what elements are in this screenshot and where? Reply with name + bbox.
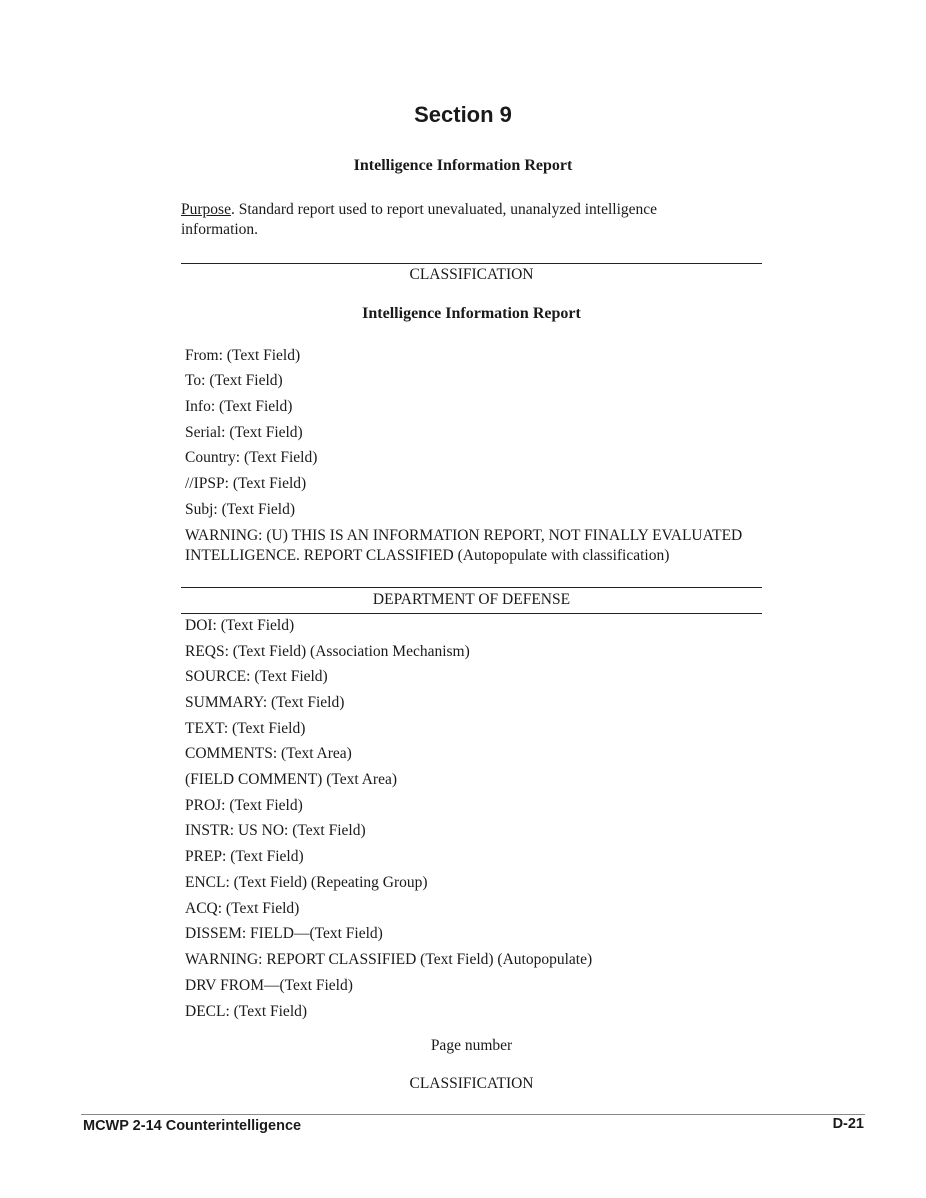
department-rule-top: [181, 587, 762, 588]
classification-top: CLASSIFICATION: [409, 266, 534, 283]
field-comments: COMMENTS: (Text Area): [185, 745, 352, 762]
purpose-paragraph: [181, 200, 721, 240]
field-text: TEXT: (Text Field): [185, 720, 306, 737]
field-decl: DECL: (Text Field): [185, 1003, 308, 1020]
field-country: Country: (Text Field): [185, 449, 318, 466]
field-encl: ENCL: (Text Field) (Repeating Group): [185, 874, 428, 891]
department-label: DEPARTMENT OF DEFENSE: [372, 591, 571, 608]
field-drv-from: DRV FROM—(Text Field): [185, 977, 353, 994]
field-proj: PROJ: (Text Field): [185, 797, 303, 814]
field-field-comment: (FIELD COMMENT) (Text Area): [185, 771, 397, 788]
footer-page-number: D-21: [832, 1116, 864, 1132]
field-subj: Subj: (Text Field): [185, 501, 295, 518]
field-ipsp: //IPSP: (Text Field): [185, 475, 307, 492]
field-source: SOURCE: (Text Field): [185, 668, 328, 685]
field-info: Info: (Text Field): [185, 398, 293, 415]
section-title: Section 9: [414, 102, 512, 127]
field-doi: DOI: (Text Field): [185, 617, 295, 634]
field-serial: Serial: (Text Field): [185, 424, 303, 441]
department-rule-bottom: [181, 613, 762, 614]
field-acq: ACQ: (Text Field): [185, 900, 300, 917]
form-title: Intelligence Information Report: [362, 305, 581, 322]
report-title: Intelligence Information Report: [353, 157, 573, 174]
field-to: To: (Text Field): [185, 372, 283, 389]
purpose-label: Purpose: [181, 201, 231, 218]
field-from: From: (Text Field): [185, 347, 301, 364]
field-dissem: DISSEM: FIELD—(Text Field): [185, 925, 383, 942]
purpose-text: . Standard report used to report unevaluated, unanalyzed intelligence information.: [181, 201, 658, 238]
field-reqs: REQS: (Text Field) (Association Mechanism): [185, 643, 470, 660]
field-summary: SUMMARY: (Text Field): [185, 694, 345, 711]
warning-text: WARNING: (U) THIS IS AN INFORMATION REPORT, NOT FINALLY EVALUATED INTELLIGENCE. REPORT CLASSIFIED (Autopopulate with classification): [185, 527, 743, 564]
field-warning-classified: WARNING: REPORT CLASSIFIED (Text Field) (Autopopulate): [185, 951, 593, 968]
footer-rule: [81, 1114, 865, 1115]
top-rule: [181, 263, 762, 264]
classification-bottom: CLASSIFICATION: [409, 1075, 534, 1092]
page-number-label: Page number: [430, 1037, 513, 1054]
field-prep: PREP: (Text Field): [185, 848, 304, 865]
field-instr: INSTR: US NO: (Text Field): [185, 822, 366, 839]
footer-publication-title: MCWP 2-14 Counterintelligence: [83, 1118, 302, 1134]
